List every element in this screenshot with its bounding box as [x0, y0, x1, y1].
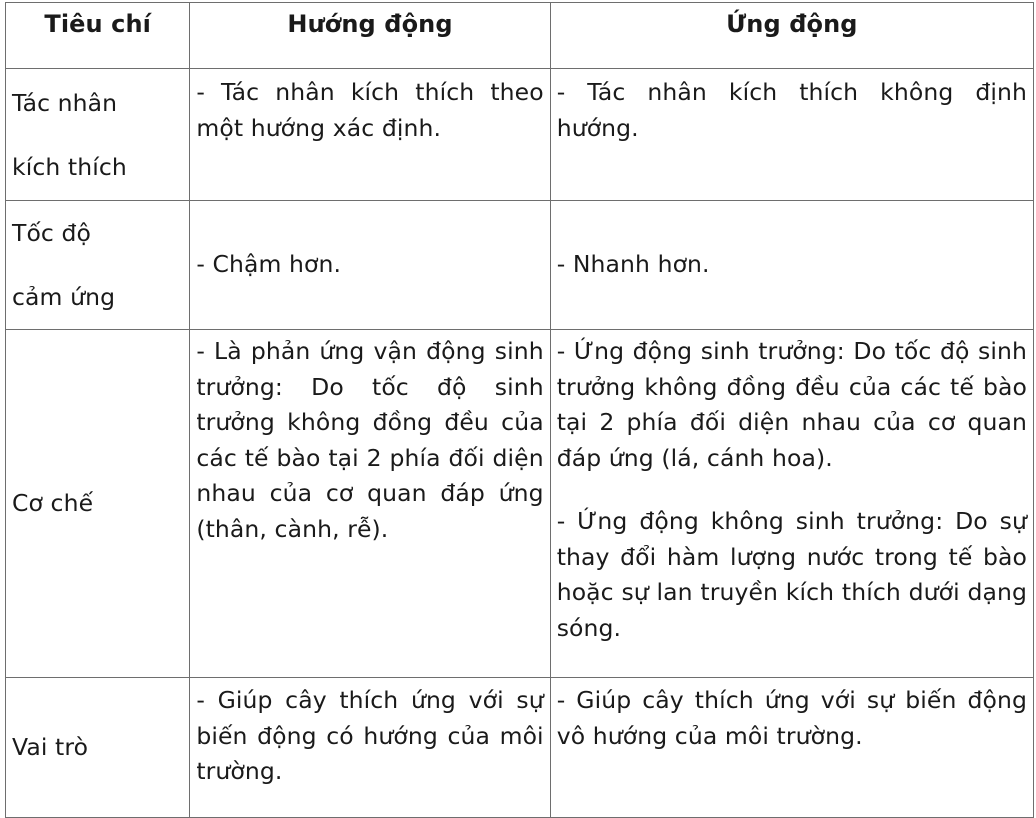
- criterion-cell: [6, 201, 190, 330]
- cell-text: - Là phản ứng vận động sinh trưởng: Do tốc độ sinh trưởng không đồng đều của các tế bào tại 2 phía đối diện nhau của cơ quan đáp ứng (thân, cành, rễ).: [196, 337, 544, 543]
- criterion-line: Cơ chế: [12, 488, 94, 517]
- table-row: [6, 330, 1034, 678]
- cell-text: - Ứng động không sinh trưởng: Do sự thay đổi hàm lượng nước trong tế bào hoặc sự lan truyền kích thích dưới dạng sóng.: [556, 507, 1027, 642]
- criterion-line: Tác nhân: [12, 88, 118, 117]
- huong-dong-cell: [190, 330, 550, 678]
- cell-text: - Giúp cây thích ứng với sự biến động vô hướng của môi trường.: [556, 686, 1027, 750]
- criterion-line: Vai trò: [12, 732, 89, 761]
- ung-dong-cell: [550, 330, 1033, 678]
- table-row: [6, 678, 1034, 818]
- cell-text: - Tác nhân kích thích không định hướng.: [556, 78, 1027, 142]
- header-criterion: Tiêu chí: [6, 3, 190, 69]
- criterion-cell: [6, 69, 190, 201]
- huong-dong-cell: [190, 201, 550, 330]
- table-row: [6, 201, 1034, 330]
- ung-dong-cell: [550, 201, 1033, 330]
- huong-dong-cell: [190, 69, 550, 201]
- header-huong-dong: Hướng động: [190, 3, 550, 69]
- header-row: [6, 3, 1034, 69]
- cell-text: - Nhanh hơn.: [556, 250, 710, 279]
- ung-dong-cell: [550, 69, 1033, 201]
- criterion-line: kích thích: [12, 152, 127, 181]
- cell-text: - Tác nhân kích thích theo một hướng xác định.: [196, 78, 544, 142]
- criterion-line: Tốc độ: [12, 219, 92, 247]
- cell-text: - Giúp cây thích ứng với sự biến động có hướng của môi trường.: [196, 686, 544, 785]
- cell-text: - Chậm hơn.: [196, 250, 342, 279]
- criterion-line: cảm ứng: [12, 283, 116, 311]
- huong-dong-cell: [190, 678, 550, 818]
- table-row: [6, 69, 1034, 201]
- header-ung-dong: Ứng động: [550, 3, 1033, 69]
- criterion-cell: [6, 678, 190, 818]
- ung-dong-cell: [550, 678, 1033, 818]
- comparison-table: [5, 2, 1034, 818]
- cell-text: - Ứng động sinh trưởng: Do tốc độ sinh trưởng không đồng đều của các tế bào tại 2 phía đối diện nhau của cơ quan đáp ứng (lá, cánh hoa).: [556, 337, 1027, 472]
- criterion-cell: [6, 330, 190, 678]
